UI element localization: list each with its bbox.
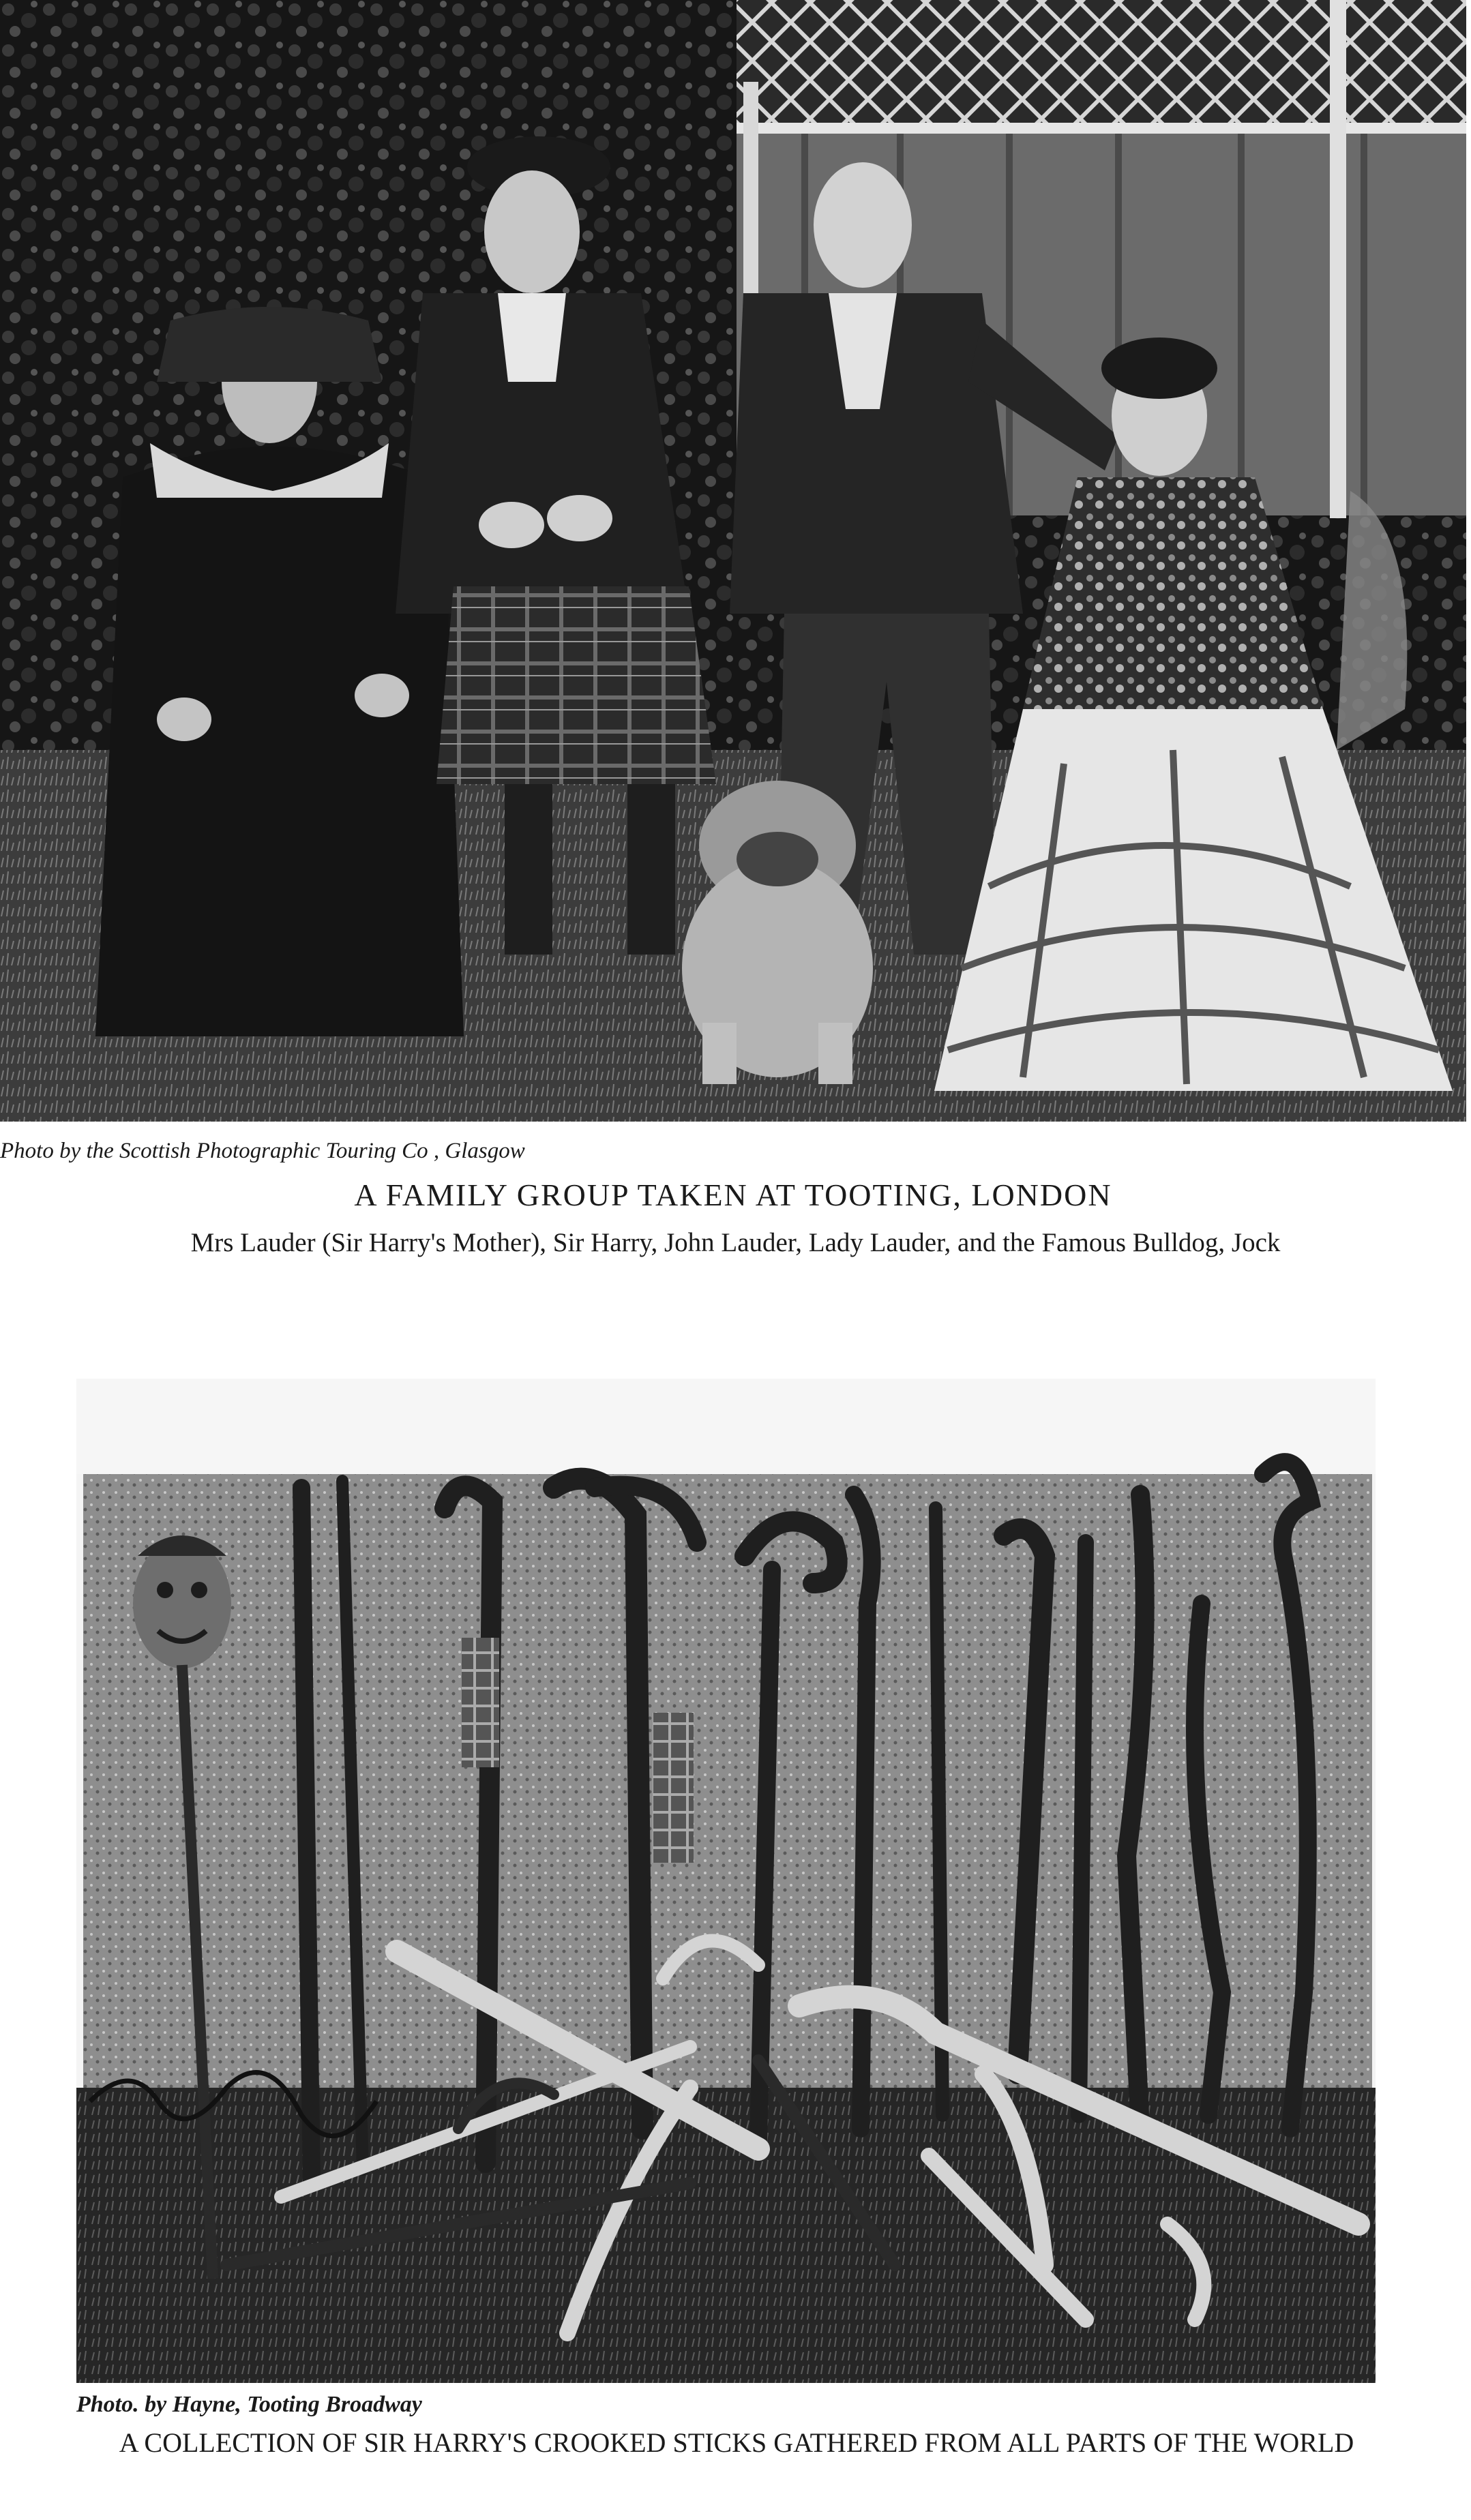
- photo-credit-bottom: Photo. by Hayne, Tooting Broadway: [76, 2392, 422, 2417]
- family-group-photo: [0, 0, 1466, 1122]
- caption-title-bottom: A COLLECTION OF SIR HARRY'S CROOKED STICKS GATHERED FROM ALL PARTS OF THE WORLD: [119, 2427, 1354, 2458]
- crooked-sticks-photo: [76, 1379, 1376, 2383]
- caption-subtitle-top: Mrs Lauder (Sir Harry's Mother), Sir Harry, John Lauder, Lady Lauder, and the Famous Bulldog, Jock: [190, 1228, 1281, 1257]
- caption-title-top: A FAMILY GROUP TAKEN AT TOOTING, LONDON: [354, 1178, 1112, 1212]
- crooked-sticks-photo-art: [76, 1379, 1376, 2383]
- photo-credit-top: Photo by the Scottish Photographic Touring Co , Glasgow: [0, 1139, 525, 1163]
- family-group-photo-art: [0, 0, 1466, 1122]
